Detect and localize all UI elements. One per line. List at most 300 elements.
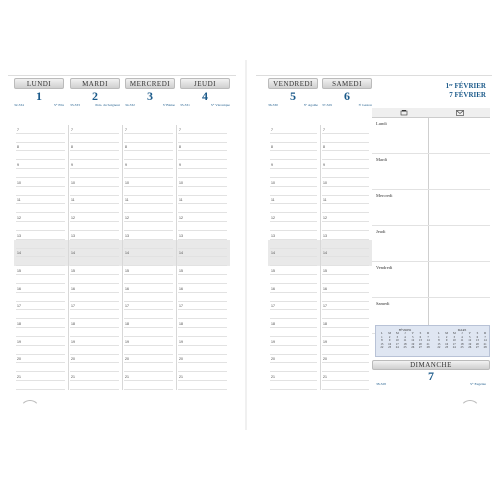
week-day-label: Mercredi (376, 193, 393, 198)
hour-slot[interactable] (178, 258, 227, 267)
mini-calendar-cell: 1 (438, 334, 440, 339)
mini-calendar-cell: 17 (395, 341, 399, 346)
week-day-row[interactable] (372, 226, 490, 262)
hour-slot[interactable] (70, 205, 119, 214)
mini-calendar-cell: 4 (404, 334, 406, 339)
hour-slot[interactable] (70, 355, 119, 364)
hour-label: 20 (125, 357, 129, 362)
hour-slot[interactable] (322, 284, 369, 293)
day-meta: 33-333 Prés. du Seigneur (70, 103, 120, 107)
hour-slot[interactable] (270, 249, 317, 258)
hour-slot[interactable] (178, 284, 227, 293)
hour-slot[interactable] (322, 249, 369, 258)
hour-label: 13 (271, 233, 275, 238)
hour-slot[interactable] (124, 222, 173, 231)
hour-slot[interactable] (16, 275, 65, 284)
hour-slot[interactable] (178, 196, 227, 205)
mini-calendar-cell: 18 (460, 341, 464, 346)
hour-slot[interactable] (322, 125, 369, 134)
hour-slot[interactable] (270, 258, 317, 267)
hour-label: 15 (323, 269, 327, 274)
day-meta: 36-330 Sᵗᵉ Agathe (268, 103, 318, 107)
hour-slot[interactable] (322, 196, 369, 205)
hour-slot[interactable] (270, 364, 317, 373)
hour-slot[interactable] (124, 355, 173, 364)
mini-calendar-cell: 6 (419, 334, 422, 339)
column-separator (122, 125, 123, 390)
hour-slot[interactable] (270, 231, 317, 240)
hour-label: 10 (271, 180, 275, 185)
corner-ring-left (20, 400, 40, 420)
hour-label: 13 (179, 233, 183, 238)
hour-slot[interactable] (70, 187, 119, 196)
mini-calendar-cell: M (452, 331, 456, 335)
hour-slot[interactable] (178, 355, 227, 364)
hour-slot[interactable] (270, 275, 317, 284)
mini-calendar-cell: M (445, 331, 448, 335)
hour-slot[interactable] (322, 222, 369, 231)
hour-label: 8 (17, 145, 19, 150)
hour-slot[interactable] (270, 205, 317, 214)
day-number: 7 (428, 369, 434, 383)
hour-slot[interactable] (16, 319, 65, 328)
hour-slot[interactable] (322, 364, 369, 373)
hour-slot[interactable] (270, 240, 317, 249)
hour-slot[interactable] (322, 178, 369, 187)
hour-slot[interactable] (16, 284, 65, 293)
hour-slot[interactable] (322, 152, 369, 161)
day-tab: VENDREDI (268, 78, 318, 89)
hour-slot[interactable] (270, 134, 317, 143)
hour-slot[interactable] (124, 240, 173, 249)
hour-slot[interactable] (70, 266, 119, 275)
hour-slot[interactable] (70, 302, 119, 311)
hour-slot[interactable] (178, 134, 227, 143)
hour-slot[interactable] (70, 152, 119, 161)
icon-bar (372, 108, 490, 118)
hour-slot[interactable] (322, 328, 369, 337)
mini-calendar-cell: 10 (395, 338, 399, 343)
hour-slot[interactable] (270, 169, 317, 178)
hour-slot[interactable] (270, 284, 317, 293)
hour-slot[interactable] (16, 372, 65, 381)
hour-slot[interactable] (16, 364, 65, 373)
hour-label: 20 (17, 357, 21, 362)
hour-slot[interactable] (322, 240, 369, 249)
hour-slot[interactable] (124, 328, 173, 337)
hour-label: 15 (17, 269, 21, 274)
hour-label: 18 (125, 322, 129, 327)
hour-slot[interactable] (16, 205, 65, 214)
hour-slot[interactable] (322, 319, 369, 328)
hour-slot[interactable] (178, 240, 227, 249)
hour-slot[interactable] (178, 178, 227, 187)
hour-slot[interactable] (270, 222, 317, 231)
mini-calendar-cell: 16 (388, 341, 392, 346)
mini-calendar-cell: 21 (426, 341, 430, 346)
day-column-mercredi (125, 78, 175, 107)
hour-slot[interactable] (178, 143, 227, 152)
hour-slot[interactable] (178, 266, 227, 275)
hour-label: 17 (17, 304, 21, 309)
hour-label: 7 (179, 127, 181, 132)
hour-label: 19 (179, 339, 183, 344)
week-title (376, 82, 486, 100)
hour-slot[interactable] (70, 372, 119, 381)
hour-slot[interactable] (178, 293, 227, 302)
hour-slot[interactable] (16, 178, 65, 187)
hour-slot[interactable] (322, 258, 369, 267)
hour-label: 12 (271, 216, 275, 221)
hour-slot[interactable] (322, 302, 369, 311)
hour-slot[interactable] (124, 258, 173, 267)
hour-slot[interactable] (178, 125, 227, 134)
hour-slot[interactable] (124, 381, 173, 390)
hour-label: 16 (71, 286, 75, 291)
hour-slot[interactable] (322, 169, 369, 178)
mini-calendar-cell: 3 (453, 334, 456, 339)
hour-slot[interactable] (322, 160, 369, 169)
hour-slot[interactable] (178, 275, 227, 284)
hour-label: 7 (17, 127, 19, 132)
hour-slot[interactable] (178, 346, 227, 355)
mini-calendar-cell: 26 (411, 345, 415, 350)
hour-label: 21 (323, 375, 327, 380)
hour-slot[interactable] (270, 319, 317, 328)
hour-label: 11 (17, 198, 21, 203)
hour-slot[interactable] (124, 275, 173, 284)
hour-slot[interactable] (178, 187, 227, 196)
mini-calendar-cell: 6 (476, 334, 479, 339)
mini-calendar-cell: 25 (460, 345, 464, 350)
hour-slot[interactable] (270, 381, 317, 390)
hour-slot[interactable] (16, 222, 65, 231)
mini-calendar-cell: 12 (411, 338, 415, 343)
hour-slot[interactable] (16, 143, 65, 152)
hour-slot[interactable] (322, 293, 369, 302)
hour-slot[interactable] (70, 240, 119, 249)
hour-slot[interactable] (322, 213, 369, 222)
hour-label: 20 (323, 357, 327, 362)
mini-calendar-cell: 20 (418, 341, 422, 346)
mini-calendar-cell: 28 (483, 345, 487, 350)
mini-calendar-cell: J (404, 331, 406, 335)
mini-calendar-cell: 9 (388, 338, 391, 343)
day-number: 4 (202, 89, 208, 103)
hour-slot[interactable] (178, 213, 227, 222)
day-meta: 37-329 Sᵗ Gaston (322, 103, 372, 107)
mini-calendar-cell: 20 (475, 341, 479, 346)
hour-slot[interactable] (178, 328, 227, 337)
mini-calendar-cell: 2 (388, 334, 391, 339)
hour-slot[interactable] (70, 134, 119, 143)
hour-slot[interactable] (16, 293, 65, 302)
hour-label: 11 (323, 198, 327, 203)
hour-slot[interactable] (124, 372, 173, 381)
day-number: 3 (147, 89, 153, 103)
mini-calendar-cell: 27 (475, 345, 479, 350)
hour-slot[interactable] (70, 275, 119, 284)
hour-label: 10 (17, 180, 21, 185)
hour-slot[interactable] (124, 337, 173, 346)
day-tab: MARDI (70, 78, 120, 89)
hour-slot[interactable] (270, 302, 317, 311)
hour-slot[interactable] (70, 337, 119, 346)
hour-slot[interactable] (178, 381, 227, 390)
hour-slot[interactable] (124, 125, 173, 134)
hour-slot[interactable] (178, 169, 227, 178)
mini-calendar-cell: 18 (403, 341, 407, 346)
hour-slot[interactable] (124, 311, 173, 320)
hour-label: 17 (71, 304, 75, 309)
hour-slot[interactable] (16, 240, 65, 249)
hour-label: 17 (125, 304, 129, 309)
hour-slot[interactable] (322, 266, 369, 275)
hour-slot[interactable] (322, 275, 369, 284)
hour-slot[interactable] (16, 152, 65, 161)
hour-slot[interactable] (178, 372, 227, 381)
hour-slot[interactable] (70, 196, 119, 205)
hour-label: 18 (17, 322, 21, 327)
mini-calendar-cell: S (476, 331, 479, 335)
hour-label: 17 (179, 304, 183, 309)
hour-slot[interactable] (124, 196, 173, 205)
hour-slot[interactable] (322, 134, 369, 143)
hour-slot[interactable] (16, 169, 65, 178)
hour-slot[interactable] (270, 346, 317, 355)
hour-slot[interactable] (70, 249, 119, 258)
mini-calendar-cell: L (380, 331, 383, 335)
hour-slot[interactable] (70, 169, 119, 178)
hour-slot[interactable] (16, 355, 65, 364)
hour-slot[interactable] (16, 249, 65, 258)
day-column-dimanche (372, 360, 490, 392)
hour-slot[interactable] (178, 364, 227, 373)
hour-slot[interactable] (124, 152, 173, 161)
hour-slot[interactable] (178, 302, 227, 311)
hour-slot[interactable] (322, 231, 369, 240)
mini-calendar-cell: 3 (396, 334, 399, 339)
column-separator (68, 125, 69, 390)
hour-label: 10 (323, 180, 327, 185)
hour-slot[interactable] (322, 381, 369, 390)
hour-slot[interactable] (70, 258, 119, 267)
hour-slot[interactable] (124, 213, 173, 222)
hour-slot[interactable] (70, 346, 119, 355)
hour-slot[interactable] (16, 125, 65, 134)
hour-label: 20 (71, 357, 75, 362)
hour-slot[interactable] (70, 178, 119, 187)
hour-label: 12 (323, 216, 327, 221)
hour-label: 21 (271, 375, 275, 380)
hour-slot[interactable] (270, 328, 317, 337)
hour-label: 12 (17, 216, 21, 221)
hour-slot[interactable] (124, 266, 173, 275)
hour-slot[interactable] (270, 143, 317, 152)
hour-slot[interactable] (70, 381, 119, 390)
hour-label: 9 (323, 163, 325, 168)
hour-slot[interactable] (70, 125, 119, 134)
day-column-lundi (14, 78, 64, 107)
hour-label: 13 (71, 233, 75, 238)
hour-slot[interactable] (124, 169, 173, 178)
mini-calendar-cell: 15 (437, 341, 441, 346)
hour-slot[interactable] (178, 160, 227, 169)
hour-slot[interactable] (322, 205, 369, 214)
mini-calendar-cell: 5 (411, 334, 414, 339)
hour-slot[interactable] (124, 187, 173, 196)
hour-slot[interactable] (322, 372, 369, 381)
week-day-row[interactable] (372, 190, 490, 226)
hour-slot[interactable] (178, 319, 227, 328)
hour-slot[interactable] (270, 337, 317, 346)
hour-label: 18 (271, 322, 275, 327)
hour-slot[interactable] (16, 266, 65, 275)
hour-slot[interactable] (124, 319, 173, 328)
hour-slot[interactable] (322, 187, 369, 196)
hour-slot[interactable] (16, 381, 65, 390)
hour-slot[interactable] (16, 302, 65, 311)
hour-slot[interactable] (124, 143, 173, 152)
hour-slot[interactable] (322, 337, 369, 346)
hour-label: 12 (125, 216, 129, 221)
day-column-mardi (70, 78, 120, 107)
hour-slot[interactable] (70, 293, 119, 302)
hour-slot[interactable] (270, 372, 317, 381)
hour-slot[interactable] (16, 328, 65, 337)
hour-slot[interactable] (16, 346, 65, 355)
hour-slot[interactable] (270, 125, 317, 134)
hour-slot[interactable] (124, 178, 173, 187)
hour-slot[interactable] (270, 266, 317, 275)
mini-calendar-cell: 8 (438, 338, 440, 343)
mini-calendar-cell: 22 (437, 345, 441, 350)
column-separator (320, 125, 321, 390)
hour-slot[interactable] (322, 143, 369, 152)
hour-slot[interactable] (178, 231, 227, 240)
day-meta: 35-331 Sᵗᵉ Véronique (180, 103, 230, 107)
hour-slot[interactable] (322, 346, 369, 355)
hour-slot[interactable] (70, 222, 119, 231)
mini-calendar-cell: 24 (395, 345, 399, 350)
hour-slot[interactable] (270, 293, 317, 302)
hour-label: 7 (71, 127, 73, 132)
mini-calendar-cell: 21 (483, 341, 487, 346)
hour-label: 19 (125, 339, 129, 344)
hour-slot[interactable] (270, 196, 317, 205)
hour-label: 21 (71, 375, 75, 380)
hour-slot[interactable] (178, 205, 227, 214)
hour-slot[interactable] (178, 311, 227, 320)
hour-slot[interactable] (70, 213, 119, 222)
mini-calendar-cell: 13 (418, 338, 422, 343)
hour-label: 20 (179, 357, 183, 362)
hour-label: 17 (323, 304, 327, 309)
week-day-row[interactable] (372, 262, 490, 298)
week-day-row[interactable] (372, 118, 490, 154)
hour-label: 8 (125, 145, 127, 150)
hour-slot[interactable] (270, 355, 317, 364)
hour-slot[interactable] (16, 213, 65, 222)
mini-month-grid (378, 332, 432, 350)
hour-label: 14 (125, 251, 129, 256)
hour-slot[interactable] (124, 302, 173, 311)
mini-calendar-cell: 12 (468, 338, 472, 343)
hour-slot[interactable] (270, 160, 317, 169)
hour-slot[interactable] (16, 160, 65, 169)
hour-slot[interactable] (16, 337, 65, 346)
hour-label: 19 (17, 339, 21, 344)
hour-label: 14 (71, 251, 75, 256)
hour-slot[interactable] (16, 311, 65, 320)
hour-slot[interactable] (124, 284, 173, 293)
hour-slot[interactable] (270, 311, 317, 320)
hour-slot[interactable] (178, 337, 227, 346)
mini-calendar (375, 325, 490, 357)
hour-grid-left (14, 125, 230, 390)
hour-slot[interactable] (16, 258, 65, 267)
mini-calendar-cell: 19 (468, 341, 472, 346)
hour-label: 15 (71, 269, 75, 274)
mini-calendar-cell: 7 (427, 334, 429, 339)
hour-slot[interactable] (70, 328, 119, 337)
hour-slot[interactable] (70, 284, 119, 293)
hour-slot[interactable] (70, 319, 119, 328)
mini-calendar-cell: V (468, 331, 471, 335)
hour-slot[interactable] (178, 249, 227, 258)
hour-slot[interactable] (16, 187, 65, 196)
hour-label: 20 (271, 357, 275, 362)
hour-slot[interactable] (70, 143, 119, 152)
hour-slot[interactable] (16, 196, 65, 205)
day-tab: JEUDI (180, 78, 230, 89)
hour-slot[interactable] (70, 231, 119, 240)
hour-label: 14 (323, 251, 327, 256)
hour-label: 11 (271, 198, 275, 203)
hour-slot[interactable] (124, 205, 173, 214)
hour-slot[interactable] (16, 231, 65, 240)
mini-calendar-cell: 28 (426, 345, 430, 350)
hour-slot[interactable] (322, 311, 369, 320)
hour-slot[interactable] (124, 231, 173, 240)
mini-calendar-cell: 1 (381, 334, 383, 339)
hour-slot[interactable] (124, 364, 173, 373)
hour-label: 21 (125, 375, 129, 380)
hour-slot[interactable] (124, 346, 173, 355)
hour-label: 8 (271, 145, 273, 150)
hour-slot[interactable] (16, 134, 65, 143)
mini-calendar-march (435, 328, 489, 350)
hour-slot[interactable] (178, 222, 227, 231)
hour-slot[interactable] (270, 178, 317, 187)
hour-slot[interactable] (124, 134, 173, 143)
hour-slot[interactable] (70, 160, 119, 169)
hour-slot[interactable] (178, 152, 227, 161)
hour-slot[interactable] (270, 187, 317, 196)
mini-calendar-cell: 8 (381, 338, 383, 343)
hour-slot[interactable] (270, 152, 317, 161)
hour-slot[interactable] (270, 213, 317, 222)
week-day-row[interactable] (372, 154, 490, 190)
week-day-label: Lundi (376, 121, 387, 126)
hour-slot[interactable] (124, 249, 173, 258)
hour-slot[interactable] (70, 364, 119, 373)
hour-slot[interactable] (322, 355, 369, 364)
hour-label: 15 (179, 269, 183, 274)
hour-slot[interactable] (124, 160, 173, 169)
hour-slot[interactable] (70, 311, 119, 320)
hour-slot[interactable] (124, 293, 173, 302)
